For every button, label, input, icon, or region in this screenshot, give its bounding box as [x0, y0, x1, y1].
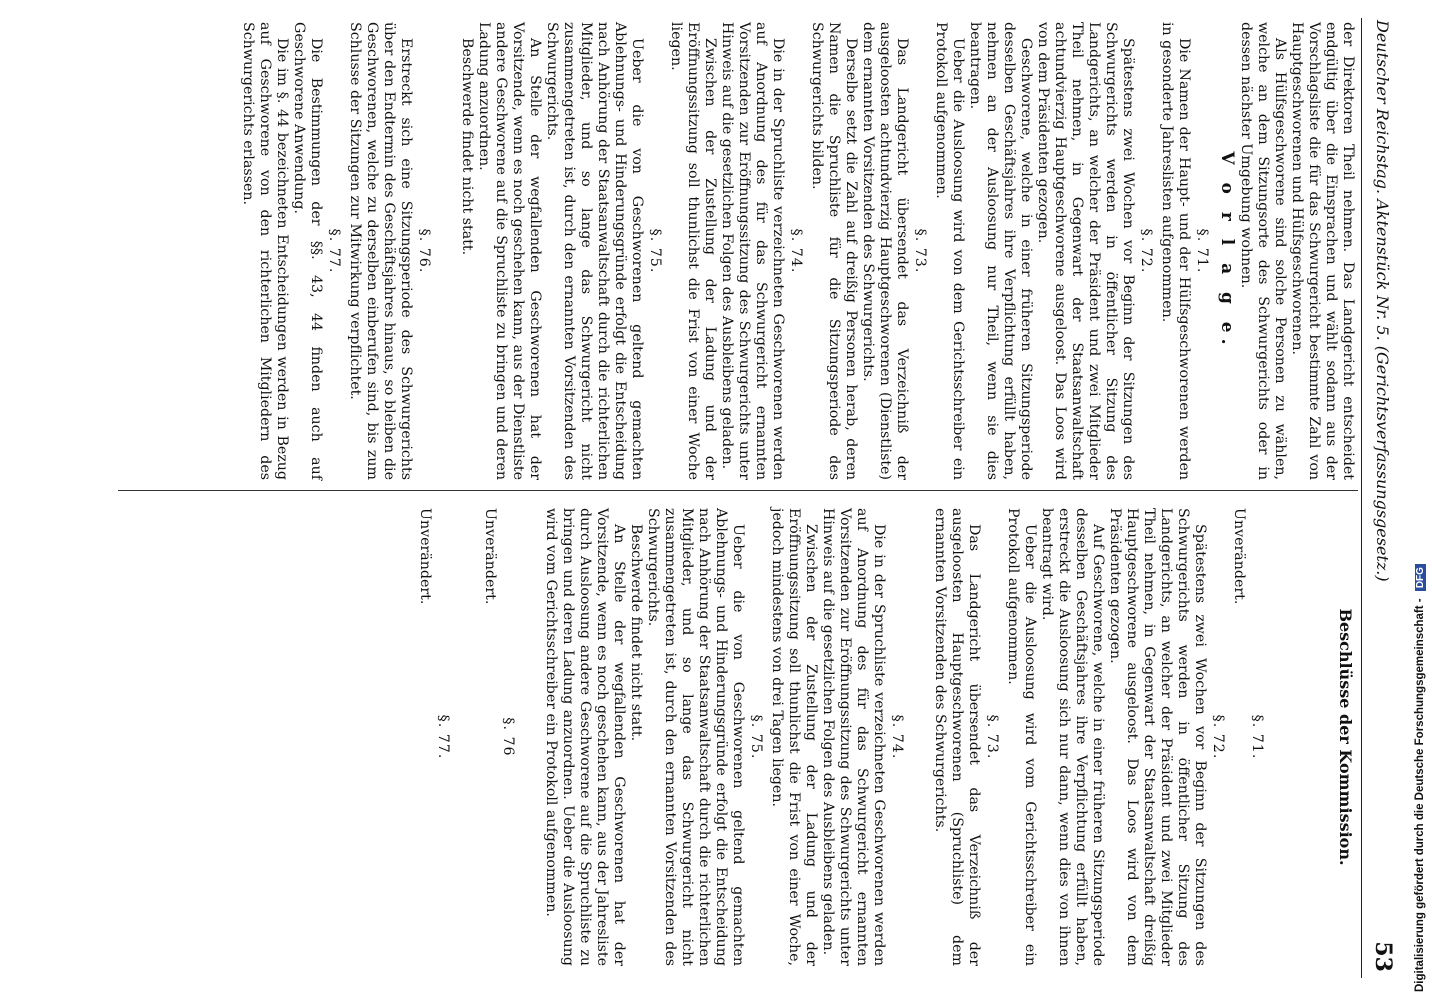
paragraph: Beschwerde findet nicht statt. — [628, 524, 644, 742]
kommission-column — [412, 508, 1356, 966]
vorlage-column — [239, 22, 1356, 480]
page-number: 53 — [1370, 941, 1396, 972]
paragraph: Ueber die von Geschworenen geltend gemachten Ablehnungs- und Hinderungsgründe erfolgt die Entscheidung nach Anhörung der Staatsanwaltschaft durch die richterlichen Mitglieder, und so lange das Schwurgericht nicht zusammengetreten ist, durch den ernannten Vorsitzenden des Schwurgerichts. — [544, 22, 645, 480]
vorlage-heading: V o r l a g e. — [1217, 151, 1237, 351]
paragraph: An Stelle der wegfallenden Geschworenen hat der Vorsitzende, wenn es noch geschehen kann, aus der Dienstliste andere Geschworene auf die Spruchliste zu bringen und deren Ladung anzuordnen. — [476, 22, 543, 480]
paragraph: Das Landgericht übersendet das Verzeichniß der ausgeloosten achtundvierzig Hauptgeschworenen (Dienstliste) dem ernannten Vorsitzenden des Schwurgerichts. — [860, 22, 910, 480]
paragraph: Spätestens zwei Wochen vor Beginn der Sitzungen des Schwurgerichts werden in öffentlicher Sitzung des Landgerichts, an welcher der Präsident und zwei Mitglieder Theil nehmen, in Gegenwart der Staatsanwaltschaft achtundvierzig Hauptgeschworene ausgeloost. Das Loos wird von dem Präsidenten gezogen. — [1035, 22, 1136, 480]
section-number: §. 71. — [1249, 714, 1265, 760]
column-divider — [118, 490, 1358, 491]
paragraph: Auf Geschworene, welche in einer früheren Sitzungsperiode desselben Geschäftsjahres ihre Verpflichtung erfüllt haben, erstreckt die Ausloosung sich nur dann, wenn dies von ihnen beantragt wird. — [1039, 508, 1106, 966]
section-number: §. 75. — [647, 228, 663, 274]
paragraph: Beschwerde findet nicht statt. — [459, 38, 475, 256]
paragraph: Spätestens zwei Wochen vor Beginn der Sitzungen des Schwurgerichts werden in öffentlicher Sitzung des Landgerichts, an welcher der Präsident und zwei Mitglieder Theil nehmen, in Gegenwart der Staatsanwaltschaft dreißig Hauptgeschworene ausgeloost. Das Loos wird von dem Präsidenten gezogen. — [1107, 508, 1208, 966]
section-number: §. 76. — [416, 228, 432, 274]
kommission-heading: Beschlüsse der Kommission. — [1336, 608, 1355, 866]
paragraph: Ueber die Ausloosung wird von dem Gerichtsschreiber ein Protokoll aufgenommen. — [933, 22, 966, 480]
section-number: §. 72. — [1210, 714, 1226, 760]
dfg-logo: DFG — [1415, 564, 1426, 591]
section-number: §. 74. — [788, 228, 804, 274]
paragraph: Als Hülfsgeschworene sind solche Personen zu wählen, welche an dem Sitzungsorte des Schwurgerichts oder in dessen nächster Umgebung wohnen. — [1238, 22, 1288, 480]
paragraph: Die Namen der Haupt- und der Hülfsgeschworenen werden in gesonderte Jahreslisten aufgenommen. — [1159, 22, 1192, 480]
paragraph: Geschworene, welche in einer früheren Sitzungsperiode desselben Geschäftsjahres ihre Verpflichtung erfüllt haben, nehmen an der Ausloosung nur Theil, wenn sie dies beantragen. — [967, 22, 1034, 480]
digitization-note — [1414, 12, 1426, 992]
section-number: §. 74. — [889, 714, 905, 760]
paragraph: Ueber die von Geschworenen geltend gemachten Ablehnungs- und Hinderungsgründe erfolgt die Entscheidung nach Anhörung der Staatsanwaltschaft durch die richterlichen Mitglieder, und so lange das Schwurgericht nicht zusammengetreten ist, durch den ernannten Vorsitzenden des Schwurgerichts. — [645, 508, 746, 966]
section-number: §. 77. — [326, 228, 342, 274]
paragraph: An Stelle der wegfallenden Geschworenen hat der Vorsitzende, wenn es noch geschehen kann, aus der Jahresliste durch Ausloosung andere Geschworene auf die Spruchliste zu bringen und deren Ladung anzuordnen. Ueber die Ausloosung wird vom Gerichtsschreiber ein Protokoll aufgenommen. — [543, 508, 627, 966]
paragraph: Das Landgericht übersendet das Verzeichniß der ausgeloosten Hauptgeschworenen (Spruchliste) dem ernannten Vorsitzenden des Schwurgerichts. — [932, 508, 982, 966]
paragraph: der Direktoren Theil nehmen. Das Landgericht entscheidet endgültig über die Einsprachen und wählt sodann aus der Vorschlagsliste die für das Schwurgericht bestimmte Zahl von Hauptgeschworenen und Hülfsgeschworenen. — [1289, 22, 1356, 480]
section-number: §. 72. — [1138, 228, 1154, 274]
paragraph: Die in der Spruchliste verzeichneten Geschworenen werden auf Anordnung des für das Schwurgericht ernannten Vorsitzenden zur Eröffnungssitzung des Schwurgerichts unter Hinweis auf die gesetzlichen Folgen des Ausbleibens geladen. — [719, 22, 786, 480]
digitization-text: Digitalisierung gefördert durch die Deutsche Forschungsgemeinschaft - — [1414, 598, 1426, 992]
section-number: §. 73. — [984, 714, 1000, 760]
section-number: §. 75. — [748, 714, 764, 760]
running-head: Deutscher Reichstag. Aktenstück Nr. 5. (Gerichtsverfassungsgesetz.) — [1373, 20, 1392, 582]
unchanged-note: Unverändert. — [417, 508, 433, 605]
section-number: §. 71. — [1194, 228, 1210, 274]
paragraph: Die im §. 44 bezeichneten Entscheidungen werden in Bezug auf Geschworene von den richterlichen Mitgliedern des Schwurgerichts erlassen. — [240, 22, 290, 480]
paragraph: Derselbe setzt die Zahl auf dreißig Personen herab, deren Namen die Spruchliste für die Sitzungsperiode des Schwurgerichts bilden. — [809, 22, 859, 480]
paragraph: Die in der Spruchliste verzeichneten Geschworenen werden auf Anordnung des für das Schwurgericht ernannten Vorsitzenden zur Eröffnungssitzung des Schwurgerichts unter Hinweis auf die gesetzlichen Folgen des Ausbleibens geladen. — [820, 508, 887, 966]
paragraph: Zwischen der Zustellung der Ladung und der Eröffnungssitzung soll thunlichst die Frist von einer Woche liegen. — [668, 22, 718, 480]
section-number: §. 76 — [500, 717, 516, 757]
paragraph: Die Bestimmungen der §§. 43, 44 finden auch auf Geschworene Anwendung. — [291, 22, 324, 480]
section-number: §. 77. — [435, 714, 451, 760]
page-header — [1366, 0, 1398, 1000]
unchanged-note: Unverändert. — [482, 508, 498, 605]
header-rule — [1361, 18, 1362, 978]
paragraph: Erstreckt sich eine Sitzungsperiode des Schwurgerichts über den Endtermin des Geschäftsjahres hinaus, so bleiben die Geschworenen, welche zu derselben einberufen sind, bis zum Schlusse der Sitzungen zur Mitwirkung verpflichtet. — [347, 22, 414, 480]
paragraph: Ueber die Ausloosung wird vom Gerichtsschreiber ein Protokoll aufgenommen. — [1005, 508, 1038, 966]
section-number: §. 73. — [912, 228, 928, 274]
paragraph: Zwischen der Zustellung der Ladung und der Eröffnungssitzung soll thunlichst die Frist von einer Woche, jedoch mindestens von drei Tagen liegen. — [769, 508, 819, 966]
unchanged-note: Unverändert. — [1231, 508, 1247, 605]
